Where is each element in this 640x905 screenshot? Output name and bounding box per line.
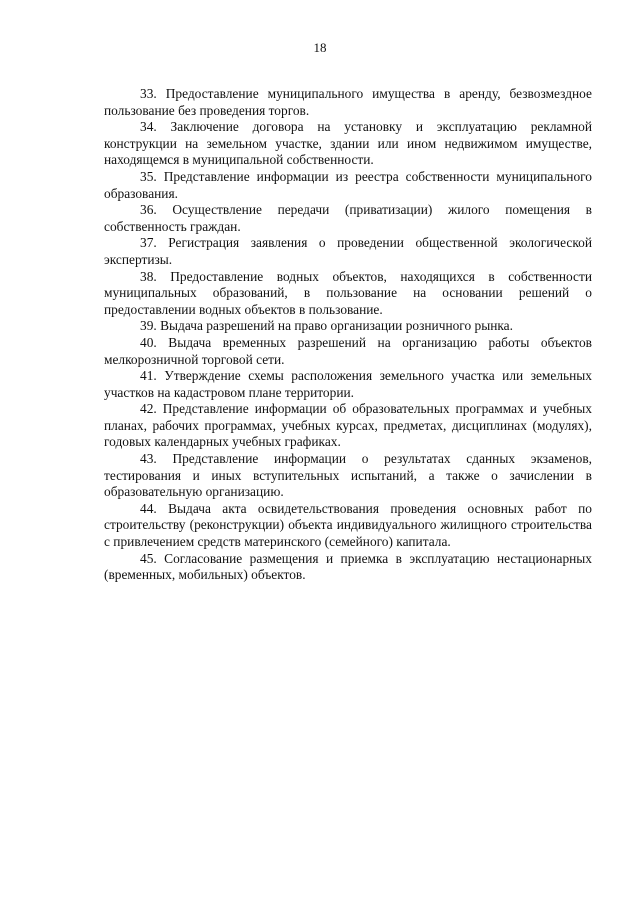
- list-item: 44. Выдача акта освидетельствования проведения основных работ по строительству (реконструкции) объекта индивидуального жилищного строительства с привлечением средств материнского (семейного) капитала.: [104, 500, 592, 550]
- list-item: 40. Выдача временных разрешений на организацию работы объектов мелкорозничной торговой сети.: [104, 334, 592, 367]
- list-item: 36. Осуществление передачи (приватизации) жилого помещения в собственность граждан.: [104, 202, 592, 234]
- list-item: 41. Утверждение схемы расположения земельного участка или земельных участков на кадастровом плане территории.: [104, 368, 592, 400]
- services-list: [104, 86, 592, 584]
- list-item: 34. Заключение договора на установку и эксплуатацию рекламной конструкции на земельном участке, здании или ином недвижимом имуществе, находящемся в муниципальной собственности.: [104, 119, 592, 168]
- list-item: 33. Предоставление муниципального имущества в аренду, безвозмездное пользование без проведения торгов.: [104, 86, 592, 118]
- list-item: 45. Согласование размещения и приемка в эксплуатацию нестационарных (временных, мобильных) объектов.: [104, 550, 592, 583]
- list-item: 43. Представление информации о результатах сданных экзаменов, тестирования и иных вступительных испытаний, а также о зачислении в образовательную организацию.: [104, 451, 592, 500]
- list-item: 35. Представление информации из реестра собственности муниципального образования.: [104, 168, 592, 201]
- list-item: 39. Выдача разрешений на право организации розничного рынка.: [140, 318, 513, 334]
- list-item: 37. Регистрация заявления о проведении общественной экологической экспертизы.: [104, 235, 592, 267]
- list-item: 38. Предоставление водных объектов, находящихся в собственности муниципальных образований, в пользование на основании решений о предоставлении водных объектов в пользование.: [104, 268, 592, 317]
- page-number: 18: [313, 40, 327, 55]
- list-item: 42. Представление информации об образовательных программах и учебных планах, рабочих программах, учебных курсах, предметах, дисциплинах (модулях), годовых календарных учебных графиках.: [104, 401, 592, 450]
